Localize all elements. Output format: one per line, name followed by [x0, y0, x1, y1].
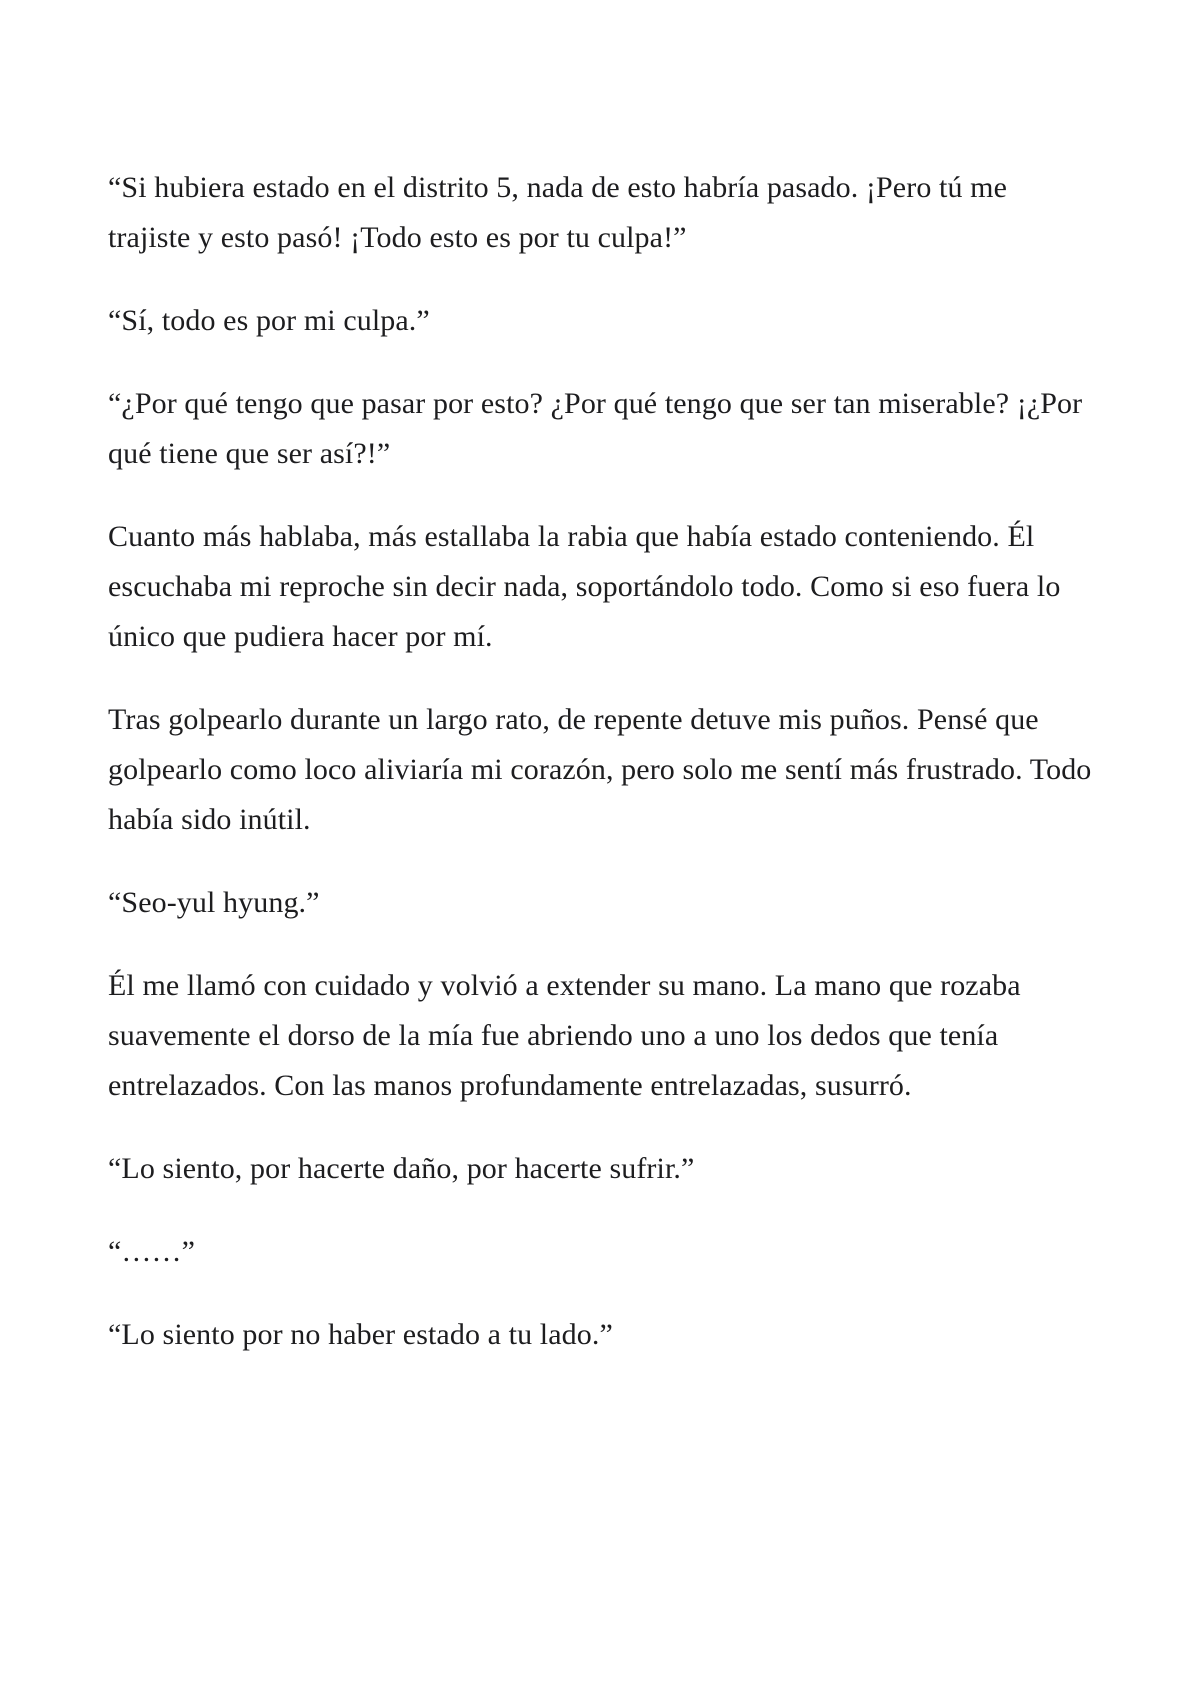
paragraph: Tras golpearlo durante un largo rato, de repente detuve mis puños. Pensé que golpearlo como loco aliviaría mi corazón, pero solo me sentí más frustrado. Todo había sido inútil. [108, 703, 1092, 836]
text-content [108, 163, 1093, 1393]
paragraph: “¿Por qué tengo que pasar por esto? ¿Por qué tengo que ser tan miserable? ¡¿Por qué tiene que ser así?!” [108, 387, 1083, 470]
paragraph: “Sí, todo es por mi culpa.” [108, 304, 430, 337]
paragraph: Cuanto más hablaba, más estallaba la rabia que había estado conteniendo. Él escuchaba mi reproche sin decir nada, soportándolo todo. Como si eso fuera lo único que pudiera hacer por mí. [108, 520, 1061, 653]
paragraph: Él me llamó con cuidado y volvió a extender su mano. La mano que rozaba suavemente el dorso de la mía fue abriendo uno a uno los dedos que tenía entrelazados. Con las manos profundamente entrelazadas, susurró. [108, 969, 1021, 1102]
paragraph: “Si hubiera estado en el distrito 5, nada de esto habría pasado. ¡Pero tú me trajiste y esto pasó! ¡Todo esto es por tu culpa!” [108, 171, 1008, 254]
paragraph: “Lo siento, por hacerte daño, por hacerte sufrir.” [108, 1152, 695, 1185]
paragraph: “Seo-yul hyung.” [108, 886, 320, 919]
paragraph: “……” [108, 1235, 196, 1268]
paragraph: “Lo siento por no haber estado a tu lado.” [108, 1318, 613, 1351]
